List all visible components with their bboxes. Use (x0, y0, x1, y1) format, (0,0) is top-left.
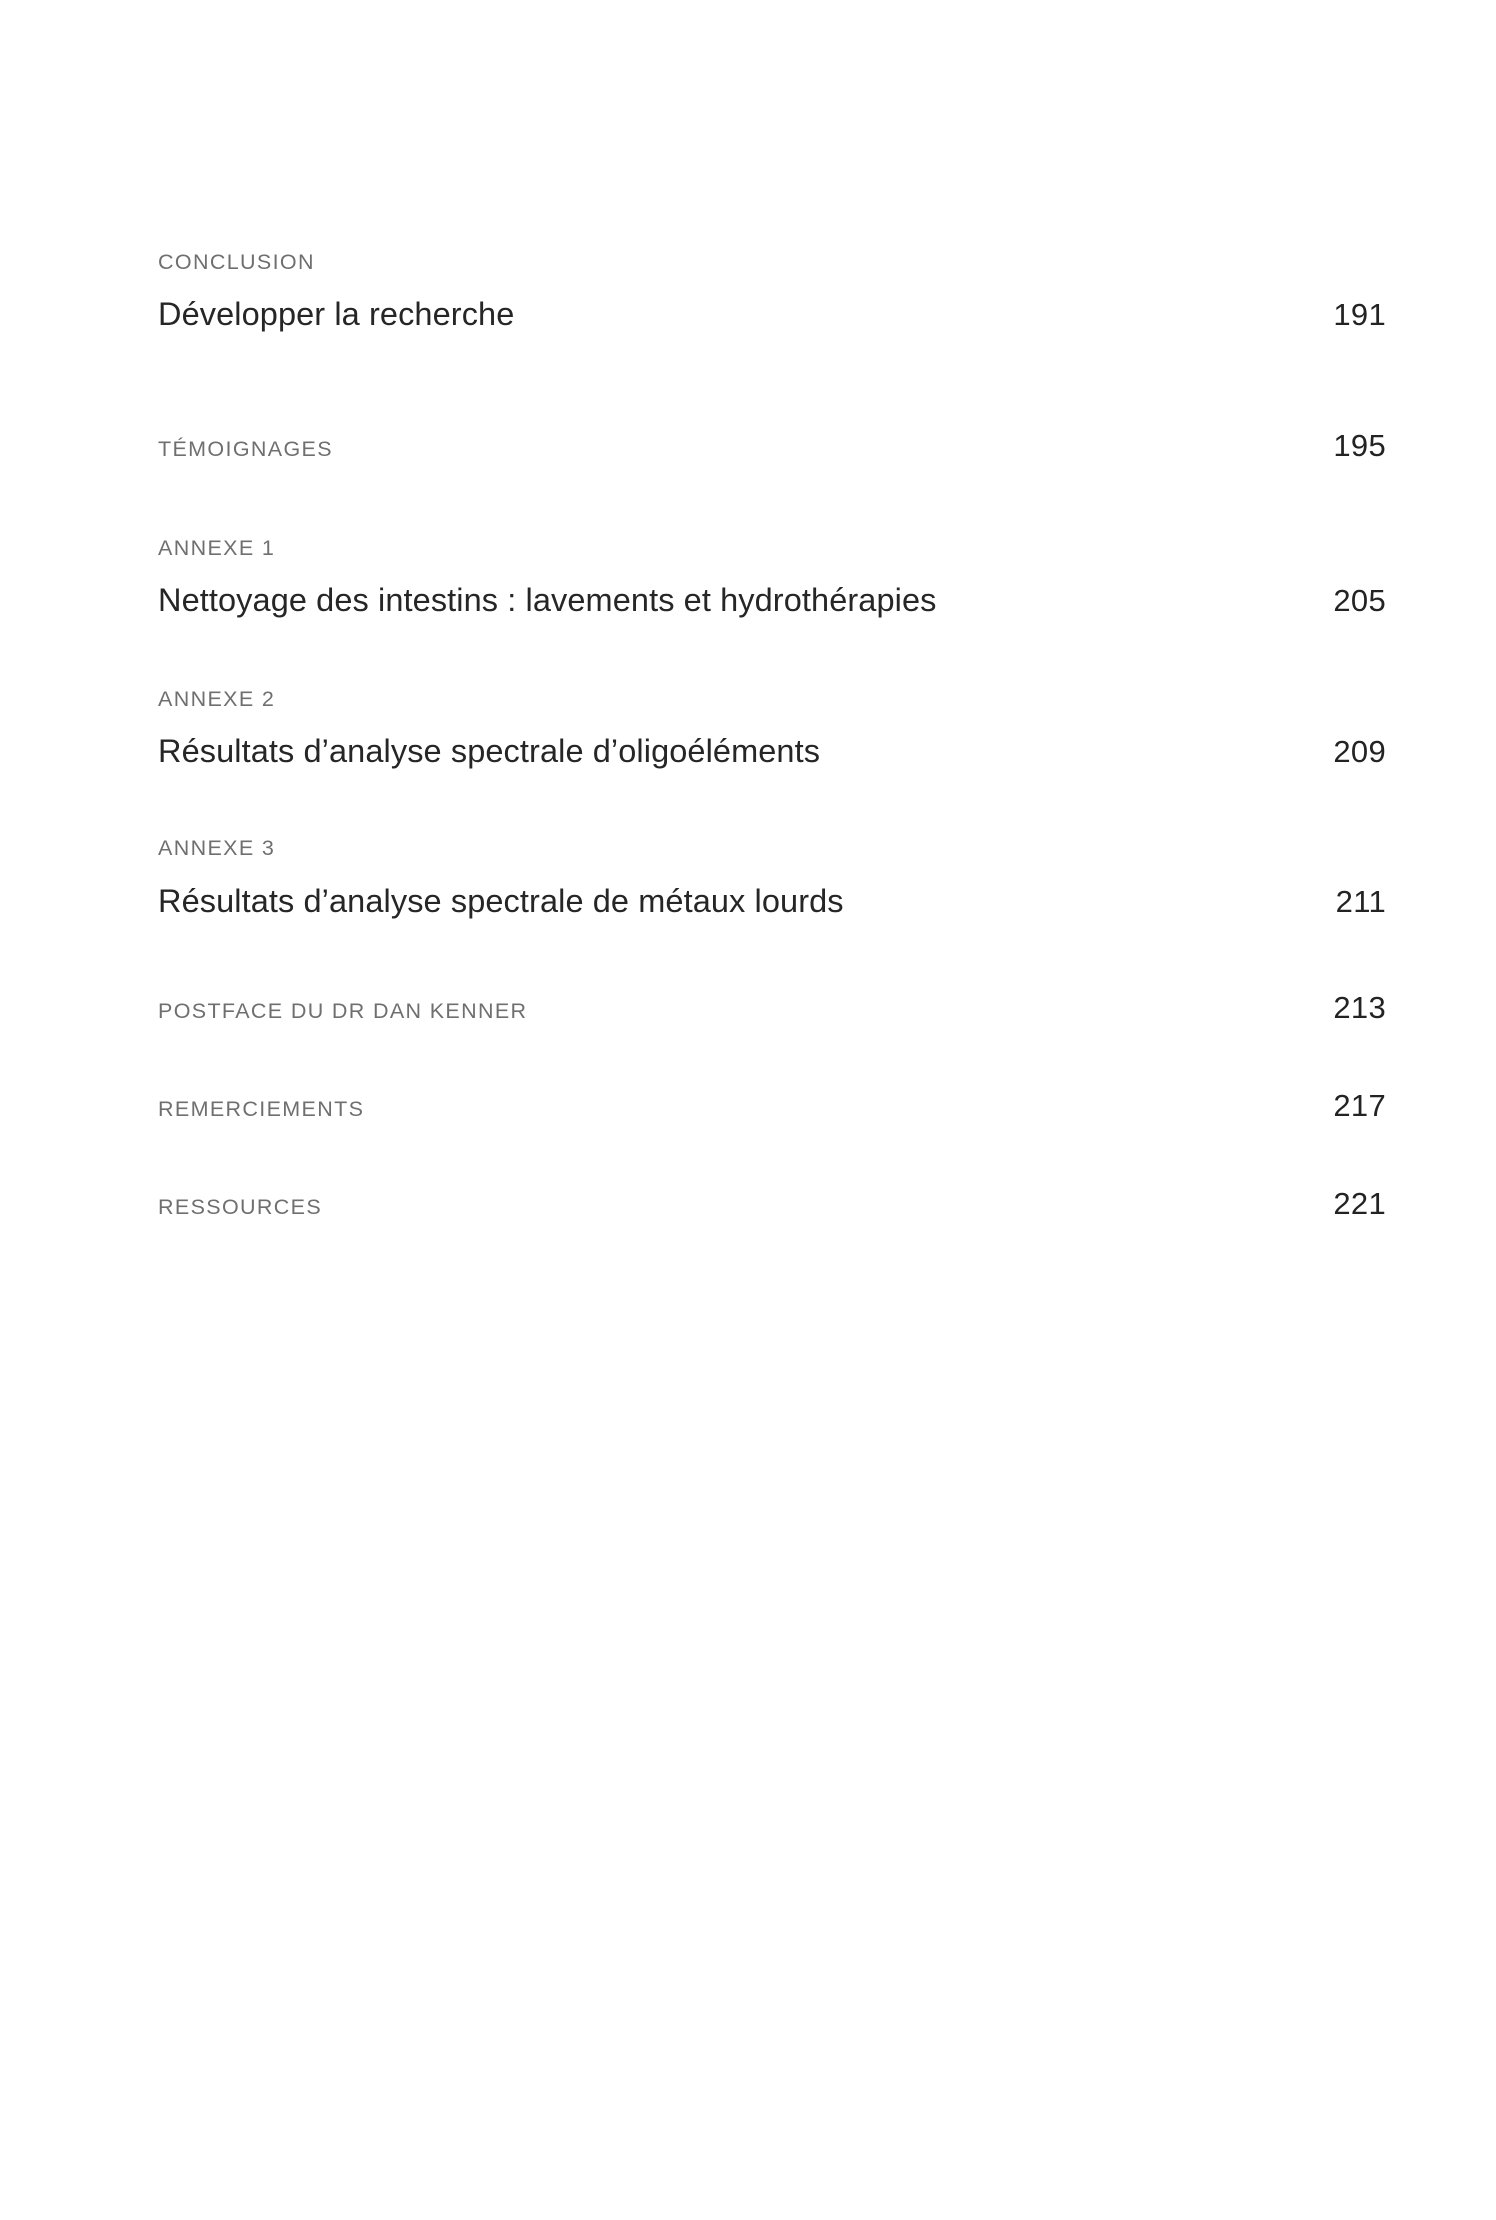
toc-page-number[interactable]: 195 (1333, 427, 1386, 463)
toc-entry-kicker-row (158, 426, 1386, 466)
toc-entry-remerciements[interactable] (158, 1086, 1386, 1126)
spacer (158, 336, 1386, 426)
toc-kicker: ANNEXE 3 (158, 836, 276, 861)
spacer (158, 622, 1386, 685)
toc-entry-ressources[interactable] (158, 1184, 1386, 1224)
spacer (158, 1127, 1386, 1184)
toc-kicker[interactable]: TÉMOIGNAGES (158, 436, 333, 461)
spacer (158, 922, 1386, 988)
toc-entry-title-row (158, 579, 1386, 621)
toc-entry-kicker-row (158, 534, 1386, 562)
toc-title[interactable]: Résultats d’analyse spectrale de métaux lourds (158, 882, 844, 919)
toc-kicker[interactable]: RESSOURCES (158, 1194, 323, 1219)
toc-entry-title-row (158, 293, 1386, 335)
toc-title[interactable]: Développer la recherche (158, 296, 515, 333)
toc-entry-temoignages[interactable] (158, 426, 1386, 466)
toc-kicker[interactable]: REMERCIEMENTS (158, 1097, 365, 1122)
toc-page-number[interactable]: 205 (1333, 583, 1386, 619)
table-of-contents (158, 248, 1386, 1224)
toc-page-number[interactable]: 221 (1333, 1185, 1386, 1221)
toc-kicker: ANNEXE 2 (158, 686, 276, 711)
toc-entry-title-row (158, 730, 1386, 772)
toc-entry-kicker-row (158, 1184, 1386, 1224)
toc-entry-title-row (158, 880, 1386, 922)
toc-page-number[interactable]: 213 (1333, 989, 1386, 1025)
toc-entry-annexe-3[interactable] (158, 834, 1386, 922)
toc-entry-annexe-1[interactable] (158, 534, 1386, 622)
toc-entry-annexe-2[interactable] (158, 685, 1386, 773)
toc-page-number[interactable]: 191 (1333, 297, 1386, 333)
toc-kicker[interactable]: POSTFACE DU DR DAN KENNER (158, 998, 528, 1023)
toc-entry-kicker-row (158, 834, 1386, 862)
spacer (158, 466, 1386, 534)
toc-page-number[interactable]: 217 (1333, 1088, 1386, 1124)
toc-page-number[interactable]: 211 (1335, 883, 1386, 919)
toc-entry-kicker-row (158, 1086, 1386, 1126)
toc-title[interactable]: Nettoyage des intestins : lavements et hydrothérapies (158, 582, 937, 619)
toc-entry-conclusion[interactable] (158, 248, 1386, 336)
toc-kicker: CONCLUSION (158, 250, 315, 274)
toc-title[interactable]: Résultats d’analyse spectrale d’oligoéléments (158, 733, 821, 770)
toc-kicker: ANNEXE 1 (158, 535, 276, 560)
toc-entry-kicker-row (158, 988, 1386, 1028)
toc-entry-kicker-row (158, 248, 1386, 276)
spacer (158, 772, 1386, 834)
toc-entry-postface[interactable] (158, 988, 1386, 1028)
toc-page-number[interactable]: 209 (1333, 734, 1386, 770)
toc-entry-kicker-row (158, 685, 1386, 713)
spacer (158, 1028, 1386, 1086)
